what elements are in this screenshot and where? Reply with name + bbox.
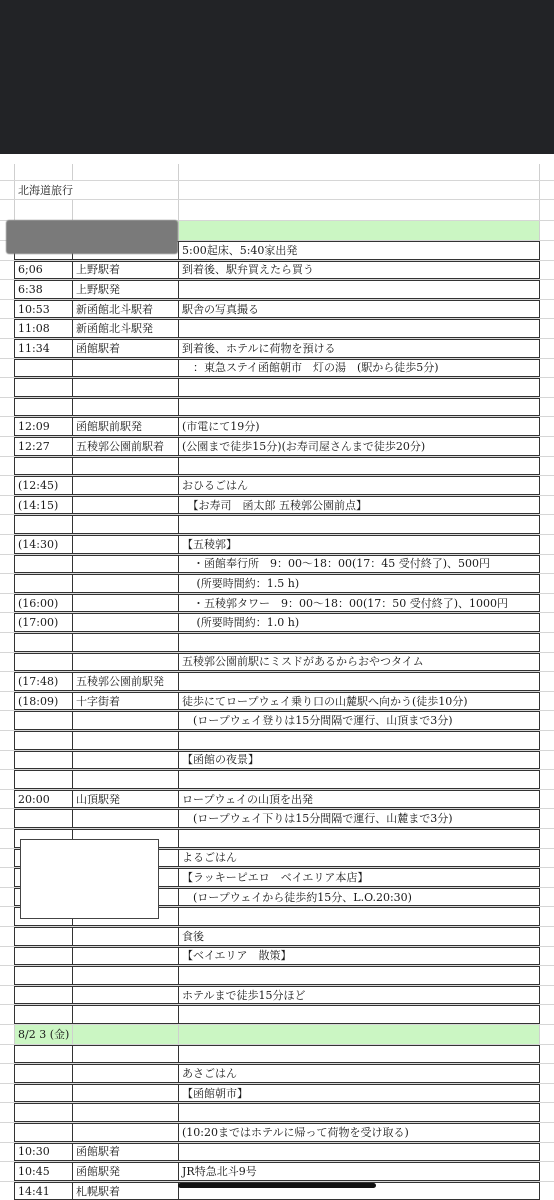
schedule-row[interactable]: [0, 809, 554, 829]
place-cell[interactable]: [72, 515, 178, 534]
schedule-row[interactable]: [0, 398, 554, 418]
schedule-row[interactable]: [0, 417, 554, 437]
note-cell[interactable]: 【五稜郭】: [178, 535, 540, 554]
schedule-row[interactable]: [0, 653, 554, 673]
time-cell[interactable]: [14, 378, 72, 397]
horizontal-scrollbar[interactable]: [178, 1183, 376, 1188]
note-cell[interactable]: 【お寿司 函太郎 五稜郭公園前点】: [178, 496, 540, 515]
place-cell[interactable]: [72, 731, 178, 750]
place-cell[interactable]: [72, 1025, 178, 1044]
time-cell[interactable]: [14, 1064, 72, 1083]
time-cell[interactable]: (16:00): [14, 594, 72, 613]
schedule-row[interactable]: [0, 555, 554, 575]
place-cell[interactable]: [72, 1005, 178, 1024]
place-cell[interactable]: [72, 378, 178, 397]
schedule-row[interactable]: [0, 751, 554, 771]
note-cell[interactable]: ：東急ステイ函館朝市 灯の湯 (駅から徒歩5分): [178, 359, 540, 378]
place-cell[interactable]: 函館駅着: [72, 1143, 178, 1162]
schedule-row[interactable]: [0, 437, 554, 457]
place-cell[interactable]: [72, 555, 178, 574]
schedule-row[interactable]: [0, 574, 554, 594]
note-cell[interactable]: 到着後、駅弁買えたら買う: [178, 261, 540, 280]
schedule-row[interactable]: [0, 200, 554, 221]
note-cell[interactable]: (10:20まではホテルに帰って荷物を受け取る): [178, 1123, 540, 1142]
schedule-row[interactable]: [0, 594, 554, 614]
place-cell[interactable]: [72, 653, 178, 672]
sheet-title-row[interactable]: [0, 181, 554, 200]
schedule-row[interactable]: [0, 790, 554, 810]
place-cell[interactable]: [72, 476, 178, 495]
place-cell[interactable]: [72, 594, 178, 613]
time-cell[interactable]: (14:30): [14, 535, 72, 554]
schedule-row[interactable]: [0, 359, 554, 379]
schedule-row[interactable]: [0, 731, 554, 751]
schedule-row[interactable]: [0, 300, 554, 320]
time-cell[interactable]: 8/2 3 (金): [14, 1025, 72, 1044]
note-cell[interactable]: [178, 457, 540, 476]
schedule-row[interactable]: [0, 692, 554, 712]
note-cell[interactable]: [178, 398, 540, 417]
note-cell[interactable]: (所要時間約：1.5 h): [178, 574, 540, 593]
time-cell[interactable]: [14, 1103, 72, 1122]
schedule-row[interactable]: [0, 986, 554, 1006]
time-cell[interactable]: (17:48): [14, 672, 72, 691]
schedule-row[interactable]: [0, 672, 554, 692]
note-cell[interactable]: [178, 1045, 540, 1064]
note-cell[interactable]: [178, 1103, 540, 1122]
place-cell[interactable]: [72, 535, 178, 554]
time-cell[interactable]: [14, 711, 72, 730]
note-cell[interactable]: ロープウェイの山頂を出発: [178, 790, 540, 809]
schedule-row[interactable]: [0, 1045, 554, 1065]
note-cell[interactable]: [178, 1005, 540, 1024]
time-cell[interactable]: (18:09): [14, 692, 72, 711]
schedule-row[interactable]: [0, 339, 554, 359]
schedule-row[interactable]: [0, 1123, 554, 1143]
schedule-row[interactable]: [0, 966, 554, 986]
time-cell[interactable]: [14, 359, 72, 378]
time-cell[interactable]: 10:53: [14, 300, 72, 319]
place-cell[interactable]: 函館駅着: [72, 339, 178, 358]
schedule-row[interactable]: [0, 927, 554, 947]
note-cell[interactable]: 駅舎の写真撮る: [178, 300, 540, 319]
time-cell[interactable]: [14, 555, 72, 574]
schedule-row[interactable]: [0, 1064, 554, 1084]
place-cell[interactable]: [72, 496, 178, 515]
time-cell[interactable]: 14:41: [14, 1182, 72, 1200]
note-cell[interactable]: (ロープウェイから徒歩約15分、L.O.20:30): [178, 888, 540, 907]
place-cell[interactable]: [72, 927, 178, 946]
place-cell[interactable]: [72, 770, 178, 789]
time-cell[interactable]: 12:09: [14, 417, 72, 436]
note-cell[interactable]: おひるごはん: [178, 476, 540, 495]
sheet-title: 北海道旅行: [14, 181, 178, 199]
schedule-row[interactable]: [0, 378, 554, 398]
place-cell[interactable]: [72, 1123, 178, 1142]
schedule-row[interactable]: [0, 633, 554, 653]
note-cell[interactable]: 到着後、ホテルに荷物を預ける: [178, 339, 540, 358]
place-cell[interactable]: [72, 966, 178, 985]
time-cell[interactable]: (14:15): [14, 496, 72, 515]
schedule-row[interactable]: [0, 1005, 554, 1025]
note-cell[interactable]: ホテルまで徒歩15分ほど: [178, 986, 540, 1005]
schedule-row[interactable]: [0, 613, 554, 633]
time-cell[interactable]: 11:08: [14, 319, 72, 338]
schedule-row[interactable]: [0, 476, 554, 496]
schedule-row[interactable]: [0, 1084, 554, 1104]
note-cell[interactable]: (市電にて19分): [178, 417, 540, 436]
place-cell[interactable]: 札幌駅着: [72, 1182, 178, 1200]
note-cell[interactable]: 【函館朝市】: [178, 1084, 540, 1103]
time-cell[interactable]: [14, 574, 72, 593]
blank-row[interactable]: [0, 164, 554, 181]
time-cell[interactable]: [14, 457, 72, 476]
schedule-row[interactable]: [0, 457, 554, 477]
note-cell[interactable]: [178, 672, 540, 691]
note-cell[interactable]: [178, 1025, 540, 1044]
place-cell[interactable]: [72, 1084, 178, 1103]
note-cell[interactable]: [178, 907, 540, 926]
note-cell[interactable]: [178, 829, 540, 848]
time-cell[interactable]: [14, 770, 72, 789]
time-cell[interactable]: [14, 947, 72, 966]
note-cell[interactable]: [178, 770, 540, 789]
time-cell[interactable]: [14, 515, 72, 534]
redaction-box: [20, 839, 159, 919]
place-cell[interactable]: [72, 359, 178, 378]
schedule-row[interactable]: [0, 711, 554, 731]
note-cell[interactable]: ・函館奉行所 9：00〜18：00(17：45 受付終了)、500円: [178, 555, 540, 574]
note-cell[interactable]: [178, 633, 540, 652]
schedule-row[interactable]: [0, 1103, 554, 1123]
time-cell[interactable]: 11:34: [14, 339, 72, 358]
time-cell[interactable]: [14, 1084, 72, 1103]
place-cell[interactable]: [72, 633, 178, 652]
note-cell[interactable]: (ロープウェイ下りは15分間隔で運行、山麓まで3分): [178, 809, 540, 828]
time-cell[interactable]: 12:27: [14, 437, 72, 456]
time-cell[interactable]: [14, 927, 72, 946]
time-cell[interactable]: 10:45: [14, 1162, 72, 1181]
schedule-row[interactable]: [0, 261, 554, 281]
time-cell[interactable]: [14, 1005, 72, 1024]
note-cell[interactable]: 【ベイエリア 散策】: [178, 947, 540, 966]
place-cell[interactable]: [72, 613, 178, 632]
schedule-row[interactable]: [0, 770, 554, 790]
place-cell[interactable]: 函館駅発: [72, 1162, 178, 1181]
note-cell[interactable]: [178, 200, 540, 220]
time-cell[interactable]: 10:30: [14, 1143, 72, 1162]
place-cell[interactable]: 山頂駅発: [72, 790, 178, 809]
place-cell[interactable]: 五稜郭公園前駅着: [72, 437, 178, 456]
time-cell[interactable]: 20:00: [14, 790, 72, 809]
place-cell[interactable]: [72, 457, 178, 476]
time-cell[interactable]: [14, 1123, 72, 1142]
top-dark-bar: [0, 0, 554, 154]
note-cell[interactable]: 【ラッキーピエロ ベイエリア本店】: [178, 868, 540, 887]
place-cell[interactable]: [72, 809, 178, 828]
schedule-row[interactable]: [0, 947, 554, 967]
time-cell[interactable]: 6;06: [14, 261, 72, 280]
time-cell[interactable]: [14, 1045, 72, 1064]
time-cell[interactable]: [14, 966, 72, 985]
schedule-row[interactable]: [0, 535, 554, 555]
place-cell[interactable]: [72, 1045, 178, 1064]
time-cell[interactable]: [14, 653, 72, 672]
time-cell[interactable]: 6:38: [14, 280, 72, 299]
place-cell[interactable]: [72, 986, 178, 1005]
note-cell[interactable]: [178, 731, 540, 750]
note-cell[interactable]: [178, 280, 540, 299]
note-cell[interactable]: [178, 378, 540, 397]
time-cell[interactable]: (12:45): [14, 476, 72, 495]
place-cell[interactable]: [72, 1064, 178, 1083]
note-cell[interactable]: (ロープウェイ登りは15分間隔で運行、山頂まで3分): [178, 711, 540, 730]
note-cell[interactable]: [178, 319, 540, 338]
place-cell[interactable]: [72, 947, 178, 966]
note-cell[interactable]: 【函館の夜景】: [178, 751, 540, 770]
time-cell[interactable]: [14, 809, 72, 828]
schedule-row[interactable]: [0, 1025, 554, 1045]
note-cell[interactable]: [178, 221, 540, 240]
schedule-row[interactable]: [0, 515, 554, 535]
note-cell[interactable]: 5:00起床、5:40家出発: [178, 241, 540, 260]
note-cell[interactable]: [178, 1143, 540, 1162]
place-cell[interactable]: 五稜郭公園前駅発: [72, 672, 178, 691]
note-cell[interactable]: (所要時間約：1.0 h): [178, 613, 540, 632]
schedule-row[interactable]: [0, 496, 554, 516]
note-cell[interactable]: よるごはん: [178, 849, 540, 868]
time-cell[interactable]: [14, 986, 72, 1005]
note-cell[interactable]: 食後: [178, 927, 540, 946]
time-cell[interactable]: [14, 731, 72, 750]
time-cell[interactable]: [14, 200, 72, 220]
place-cell[interactable]: [72, 200, 178, 220]
redaction-blur: [6, 220, 178, 254]
schedule-row[interactable]: [0, 280, 554, 300]
place-cell[interactable]: 上野駅発: [72, 280, 178, 299]
place-cell[interactable]: 上野駅着: [72, 261, 178, 280]
note-cell[interactable]: 徒歩にてロープウェイ乗り口の山麓駅へ向かう(徒歩10分): [178, 692, 540, 711]
place-cell[interactable]: 十字街着: [72, 692, 178, 711]
note-cell[interactable]: 五稜郭公園前駅にミスドがあるからおやつタイム: [178, 653, 540, 672]
note-cell[interactable]: [178, 515, 540, 534]
schedule-row[interactable]: [0, 1143, 554, 1163]
place-cell[interactable]: [72, 711, 178, 730]
schedule-row[interactable]: [0, 319, 554, 339]
note-cell[interactable]: [178, 966, 540, 985]
place-cell[interactable]: [72, 574, 178, 593]
place-cell[interactable]: [72, 1103, 178, 1122]
place-cell[interactable]: 新函館北斗駅発: [72, 319, 178, 338]
place-cell[interactable]: 函館駅前駅発: [72, 417, 178, 436]
place-cell[interactable]: 新函館北斗駅着: [72, 300, 178, 319]
place-cell[interactable]: [72, 751, 178, 770]
note-cell[interactable]: (公園まで徒歩15分)(お寿司屋さんまで徒歩20分): [178, 437, 540, 456]
schedule-row[interactable]: [0, 1162, 554, 1182]
time-cell[interactable]: (17:00): [14, 613, 72, 632]
spreadsheet[interactable]: [0, 154, 554, 1200]
note-cell[interactable]: ・五稜郭タワー 9：00〜18：00(17：50 受付終了)、1000円: [178, 594, 540, 613]
time-cell[interactable]: [14, 751, 72, 770]
place-cell[interactable]: [72, 398, 178, 417]
time-cell[interactable]: [14, 398, 72, 417]
note-cell[interactable]: JR特急北斗9号: [178, 1162, 540, 1181]
note-cell[interactable]: あさごはん: [178, 1064, 540, 1083]
time-cell[interactable]: [14, 633, 72, 652]
